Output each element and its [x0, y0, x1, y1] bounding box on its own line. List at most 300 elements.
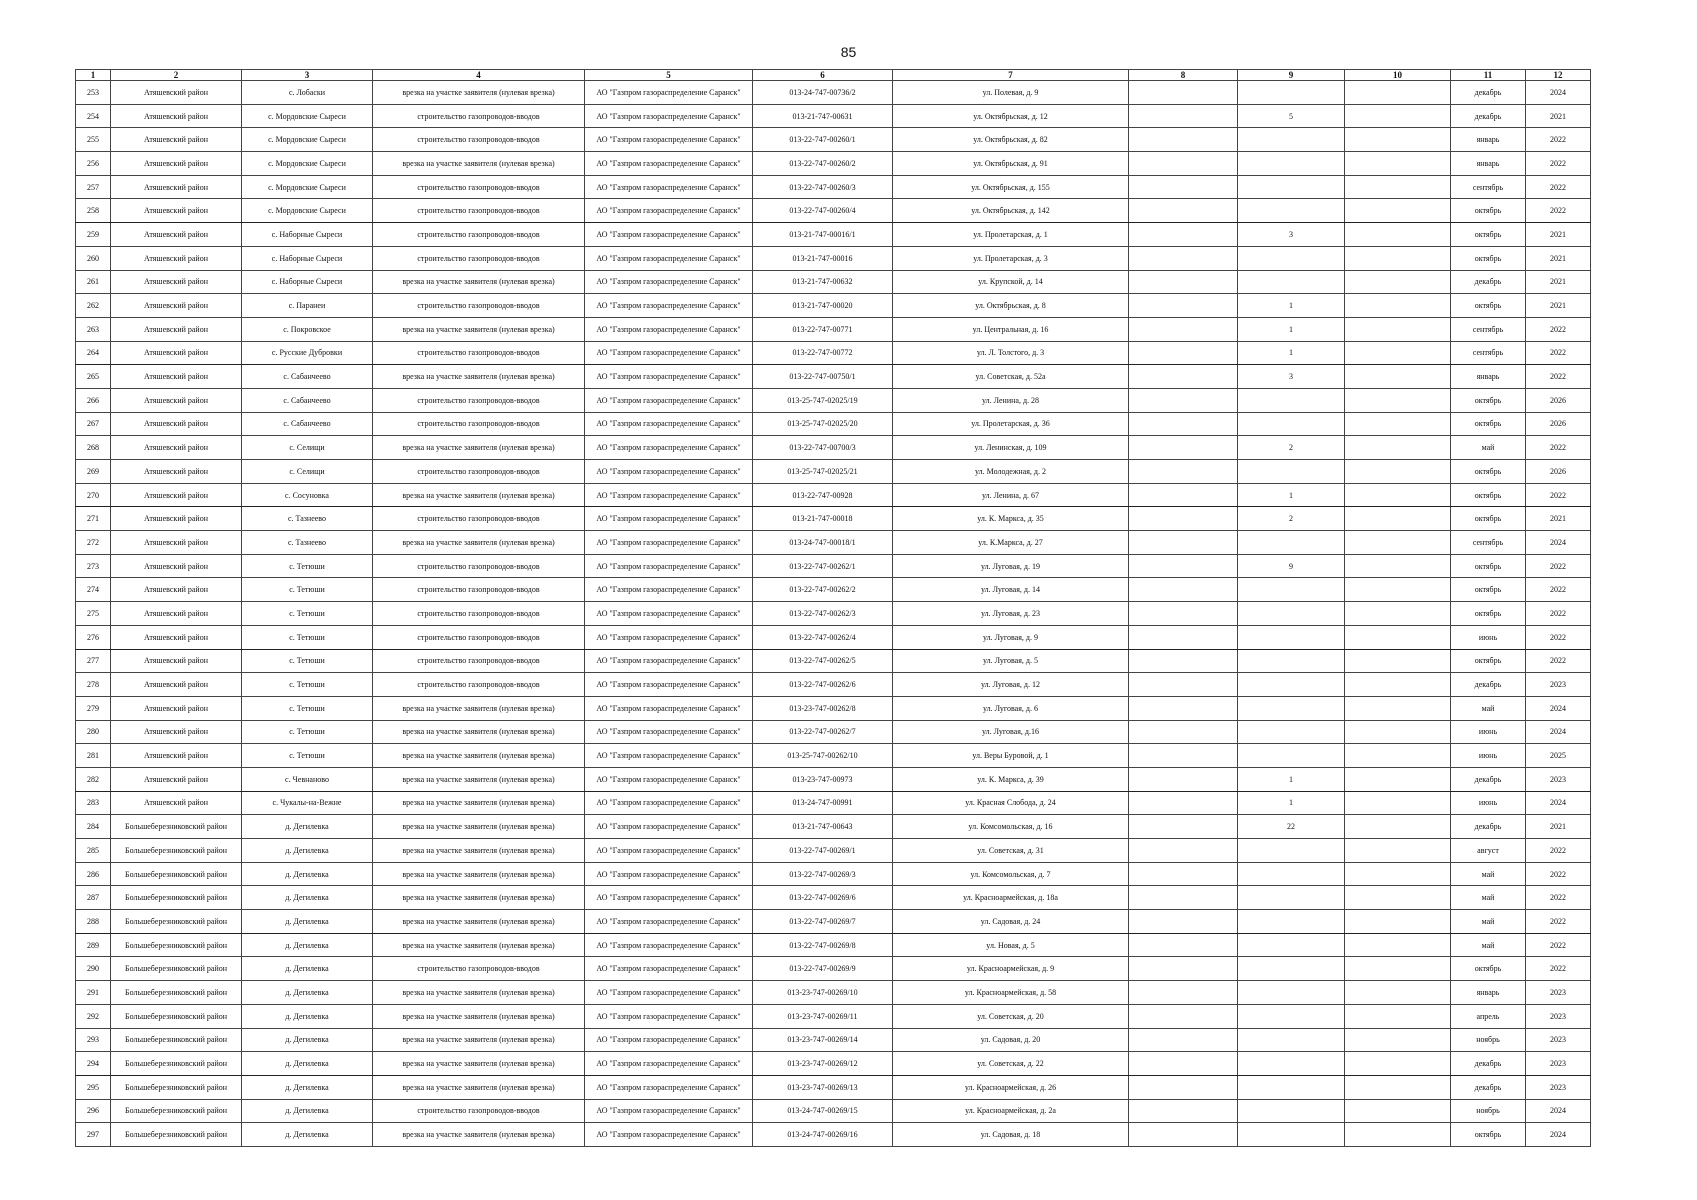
cell-month: апрель [1451, 1004, 1526, 1028]
cell-row-number: 283 [76, 791, 111, 815]
cell-col-9: 1 [1238, 767, 1345, 791]
cell-application-number: 013-22-747-00772 [753, 341, 893, 365]
cell-col-9 [1238, 578, 1345, 602]
cell-settlement: с. Тетюши [242, 673, 373, 697]
cell-settlement: д. Дегилевка [242, 957, 373, 981]
cell-col-9: 5 [1238, 104, 1345, 128]
cell-application-number: 013-22-747-00262/5 [753, 649, 893, 673]
cell-district: Атяшевский район [111, 578, 242, 602]
cell-district: Большеберезниковский район [111, 981, 242, 1005]
cell-district: Атяшевский район [111, 531, 242, 555]
cell-work-type: врезка на участке заявителя (нулевая врезка) [373, 531, 585, 555]
cell-month: октябрь [1451, 483, 1526, 507]
cell-year: 2024 [1526, 696, 1591, 720]
cell-col-10 [1345, 649, 1451, 673]
cell-district: Атяшевский район [111, 767, 242, 791]
cell-work-type: врезка на участке заявителя (нулевая врезка) [373, 81, 585, 105]
cell-organization: АО "Газпром газораспределение Саранск" [585, 649, 753, 673]
cell-address: ул. Советская, д. 31 [893, 839, 1129, 863]
cell-application-number: 013-22-747-00269/7 [753, 910, 893, 934]
cell-district: Атяшевский район [111, 152, 242, 176]
cell-year: 2022 [1526, 365, 1591, 389]
cell-col-10 [1345, 981, 1451, 1005]
cell-application-number: 013-22-747-00750/1 [753, 365, 893, 389]
cell-organization: АО "Газпром газораспределение Саранск" [585, 957, 753, 981]
cell-year: 2022 [1526, 341, 1591, 365]
cell-month: май [1451, 886, 1526, 910]
cell-application-number: 013-23-747-00262/8 [753, 696, 893, 720]
cell-month: ноябрь [1451, 1099, 1526, 1123]
cell-organization: АО "Газпром газораспределение Саранск" [585, 625, 753, 649]
cell-col-8 [1129, 246, 1238, 270]
table-row [76, 531, 1591, 555]
cell-organization: АО "Газпром газораспределение Саранск" [585, 175, 753, 199]
cell-col-8 [1129, 81, 1238, 105]
cell-district: Большеберезниковский район [111, 886, 242, 910]
cell-col-10 [1345, 673, 1451, 697]
cell-settlement: с. Селищи [242, 436, 373, 460]
cell-col-8 [1129, 175, 1238, 199]
cell-application-number: 013-21-747-00632 [753, 270, 893, 294]
table-row [76, 175, 1591, 199]
cell-year: 2023 [1526, 673, 1591, 697]
cell-col-10 [1345, 1099, 1451, 1123]
table-row [76, 128, 1591, 152]
cell-month: октябрь [1451, 578, 1526, 602]
cell-work-type: врезка на участке заявителя (нулевая врезка) [373, 744, 585, 768]
cell-settlement: с. Тетюши [242, 602, 373, 626]
cell-month: декабрь [1451, 673, 1526, 697]
cell-col-9: 2 [1238, 507, 1345, 531]
cell-col-10 [1345, 341, 1451, 365]
table-row [76, 104, 1591, 128]
cell-col-10 [1345, 933, 1451, 957]
cell-year: 2022 [1526, 910, 1591, 934]
cell-address: ул. Луговая, д. 23 [893, 602, 1129, 626]
cell-col-8 [1129, 294, 1238, 318]
cell-settlement: с. Наборные Сыреси [242, 223, 373, 247]
cell-address: ул. Комсомольская, д. 7 [893, 862, 1129, 886]
cell-application-number: 013-21-747-00020 [753, 294, 893, 318]
cell-application-number: 013-22-747-00269/1 [753, 839, 893, 863]
cell-month: октябрь [1451, 649, 1526, 673]
cell-district: Большеберезниковский район [111, 815, 242, 839]
cell-col-10 [1345, 1075, 1451, 1099]
cell-organization: АО "Газпром газораспределение Саранск" [585, 791, 753, 815]
cell-organization: АО "Газпром газораспределение Саранск" [585, 388, 753, 412]
cell-year: 2022 [1526, 862, 1591, 886]
cell-col-8 [1129, 720, 1238, 744]
cell-row-number: 288 [76, 910, 111, 934]
cell-work-type: строительство газопроводов-вводов [373, 175, 585, 199]
cell-work-type: строительство газопроводов-вводов [373, 388, 585, 412]
column-header-7: 7 [893, 70, 1129, 81]
cell-address: ул. Ленина, д. 28 [893, 388, 1129, 412]
cell-col-8 [1129, 815, 1238, 839]
cell-district: Атяшевский район [111, 199, 242, 223]
cell-row-number: 287 [76, 886, 111, 910]
cell-row-number: 279 [76, 696, 111, 720]
cell-organization: АО "Газпром газораспределение Саранск" [585, 981, 753, 1005]
cell-month: май [1451, 862, 1526, 886]
cell-col-9 [1238, 910, 1345, 934]
cell-month: май [1451, 436, 1526, 460]
cell-col-10 [1345, 862, 1451, 886]
cell-settlement: д. Дегилевка [242, 933, 373, 957]
cell-address: ул. Ленинская, д. 109 [893, 436, 1129, 460]
cell-col-10 [1345, 223, 1451, 247]
cell-work-type: строительство газопроводов-вводов [373, 294, 585, 318]
cell-col-10 [1345, 365, 1451, 389]
cell-application-number: 013-22-747-00260/2 [753, 152, 893, 176]
column-header-4: 4 [373, 70, 585, 81]
cell-row-number: 265 [76, 365, 111, 389]
cell-organization: АО "Газпром газораспределение Саранск" [585, 104, 753, 128]
cell-settlement: с. Наборные Сыреси [242, 246, 373, 270]
cell-row-number: 285 [76, 839, 111, 863]
cell-col-9: 22 [1238, 815, 1345, 839]
cell-work-type: врезка на участке заявителя (нулевая врезка) [373, 767, 585, 791]
cell-month: октябрь [1451, 199, 1526, 223]
cell-organization: АО "Газпром газораспределение Саранск" [585, 1075, 753, 1099]
cell-work-type: врезка на участке заявителя (нулевая врезка) [373, 839, 585, 863]
cell-row-number: 270 [76, 483, 111, 507]
cell-row-number: 269 [76, 460, 111, 484]
cell-col-8 [1129, 673, 1238, 697]
cell-col-9 [1238, 128, 1345, 152]
cell-application-number: 013-24-747-00269/16 [753, 1123, 893, 1147]
column-header-11: 11 [1451, 70, 1526, 81]
cell-col-10 [1345, 507, 1451, 531]
table-row [76, 460, 1591, 484]
cell-address: ул. Красноармейская, д. 18а [893, 886, 1129, 910]
cell-row-number: 286 [76, 862, 111, 886]
cell-work-type: строительство газопроводов-вводов [373, 128, 585, 152]
cell-col-8 [1129, 862, 1238, 886]
cell-year: 2023 [1526, 1075, 1591, 1099]
cell-address: ул. Октябрьская, д. 91 [893, 152, 1129, 176]
cell-year: 2022 [1526, 602, 1591, 626]
cell-col-9 [1238, 1075, 1345, 1099]
cell-col-8 [1129, 199, 1238, 223]
cell-district: Большеберезниковский район [111, 1075, 242, 1099]
cell-month: октябрь [1451, 412, 1526, 436]
cell-col-9 [1238, 412, 1345, 436]
cell-col-9 [1238, 933, 1345, 957]
cell-col-10 [1345, 696, 1451, 720]
cell-row-number: 253 [76, 81, 111, 105]
cell-year: 2024 [1526, 1099, 1591, 1123]
cell-col-10 [1345, 412, 1451, 436]
cell-year: 2023 [1526, 981, 1591, 1005]
cell-col-8 [1129, 791, 1238, 815]
cell-application-number: 013-25-747-00262/10 [753, 744, 893, 768]
cell-address: ул. Советская, д. 22 [893, 1052, 1129, 1076]
cell-col-9 [1238, 1052, 1345, 1076]
cell-col-10 [1345, 839, 1451, 863]
cell-year: 2023 [1526, 1052, 1591, 1076]
cell-district: Атяшевский район [111, 625, 242, 649]
cell-address: ул. Луговая, д. 5 [893, 649, 1129, 673]
cell-col-8 [1129, 649, 1238, 673]
cell-col-9 [1238, 744, 1345, 768]
cell-work-type: врезка на участке заявителя (нулевая врезка) [373, 1123, 585, 1147]
cell-organization: АО "Газпром газораспределение Саранск" [585, 152, 753, 176]
table-row [76, 981, 1591, 1005]
table-row [76, 625, 1591, 649]
cell-col-9 [1238, 388, 1345, 412]
cell-month: август [1451, 839, 1526, 863]
cell-district: Большеберезниковский район [111, 862, 242, 886]
cell-work-type: строительство газопроводов-вводов [373, 104, 585, 128]
table-row [76, 602, 1591, 626]
cell-year: 2022 [1526, 199, 1591, 223]
cell-application-number: 013-23-747-00269/14 [753, 1028, 893, 1052]
cell-address: ул. Луговая, д.16 [893, 720, 1129, 744]
cell-address: ул. Пролетарская, д. 36 [893, 412, 1129, 436]
cell-col-8 [1129, 554, 1238, 578]
cell-row-number: 295 [76, 1075, 111, 1099]
cell-col-10 [1345, 317, 1451, 341]
cell-col-9 [1238, 649, 1345, 673]
table-row [76, 388, 1591, 412]
cell-col-9 [1238, 625, 1345, 649]
cell-work-type: врезка на участке заявителя (нулевая врезка) [373, 815, 585, 839]
cell-organization: АО "Газпром газораспределение Саранск" [585, 673, 753, 697]
cell-row-number: 259 [76, 223, 111, 247]
cell-col-8 [1129, 483, 1238, 507]
cell-col-10 [1345, 1004, 1451, 1028]
cell-month: май [1451, 933, 1526, 957]
cell-month: октябрь [1451, 957, 1526, 981]
cell-address: ул. Полевая, д. 9 [893, 81, 1129, 105]
cell-row-number: 263 [76, 317, 111, 341]
cell-work-type: врезка на участке заявителя (нулевая врезка) [373, 791, 585, 815]
cell-month: декабрь [1451, 81, 1526, 105]
cell-settlement: с. Мордовские Сыреси [242, 152, 373, 176]
cell-row-number: 278 [76, 673, 111, 697]
cell-address: ул. Центральная, д. 16 [893, 317, 1129, 341]
cell-col-8 [1129, 981, 1238, 1005]
cell-col-8 [1129, 696, 1238, 720]
table-row [76, 1052, 1591, 1076]
cell-application-number: 013-23-747-00269/12 [753, 1052, 893, 1076]
cell-col-8 [1129, 436, 1238, 460]
cell-address: ул. Красноармейская, д. 58 [893, 981, 1129, 1005]
table-row [76, 1004, 1591, 1028]
cell-col-9 [1238, 673, 1345, 697]
table-row [76, 436, 1591, 460]
cell-month: октябрь [1451, 460, 1526, 484]
cell-month: июнь [1451, 720, 1526, 744]
cell-row-number: 275 [76, 602, 111, 626]
table-row [76, 412, 1591, 436]
cell-address: ул. Октябрьская, д. 142 [893, 199, 1129, 223]
cell-year: 2026 [1526, 388, 1591, 412]
cell-col-10 [1345, 1052, 1451, 1076]
cell-work-type: строительство газопроводов-вводов [373, 602, 585, 626]
cell-col-9 [1238, 175, 1345, 199]
cell-year: 2024 [1526, 531, 1591, 555]
cell-settlement: д. Дегилевка [242, 981, 373, 1005]
cell-district: Атяшевский район [111, 270, 242, 294]
cell-col-10 [1345, 1028, 1451, 1052]
cell-application-number: 013-22-747-00269/8 [753, 933, 893, 957]
cell-district: Большеберезниковский район [111, 957, 242, 981]
cell-month: май [1451, 910, 1526, 934]
cell-settlement: с. Тазнеево [242, 507, 373, 531]
cell-col-10 [1345, 104, 1451, 128]
table-row [76, 152, 1591, 176]
cell-year: 2021 [1526, 507, 1591, 531]
cell-address: ул. Луговая, д. 14 [893, 578, 1129, 602]
cell-application-number: 013-22-747-00700/3 [753, 436, 893, 460]
cell-col-10 [1345, 531, 1451, 555]
cell-organization: АО "Газпром газораспределение Саранск" [585, 341, 753, 365]
cell-address: ул. Садовая, д. 24 [893, 910, 1129, 934]
cell-application-number: 013-22-747-00928 [753, 483, 893, 507]
cell-col-8 [1129, 341, 1238, 365]
cell-settlement: д. Дегилевка [242, 886, 373, 910]
cell-month: декабрь [1451, 767, 1526, 791]
cell-row-number: 276 [76, 625, 111, 649]
cell-address: ул. Октябрьская, д. 12 [893, 104, 1129, 128]
cell-year: 2026 [1526, 460, 1591, 484]
table-row [76, 696, 1591, 720]
cell-col-9 [1238, 531, 1345, 555]
cell-col-9 [1238, 1028, 1345, 1052]
cell-row-number: 264 [76, 341, 111, 365]
cell-address: ул. Пролетарская, д. 1 [893, 223, 1129, 247]
cell-year: 2021 [1526, 104, 1591, 128]
cell-district: Атяшевский район [111, 223, 242, 247]
cell-application-number: 013-23-747-00269/13 [753, 1075, 893, 1099]
cell-work-type: врезка на участке заявителя (нулевая врезка) [373, 270, 585, 294]
cell-month: декабрь [1451, 815, 1526, 839]
cell-year: 2022 [1526, 957, 1591, 981]
cell-year: 2022 [1526, 649, 1591, 673]
column-header-3: 3 [242, 70, 373, 81]
cell-year: 2022 [1526, 578, 1591, 602]
cell-year: 2024 [1526, 791, 1591, 815]
cell-application-number: 013-21-747-00631 [753, 104, 893, 128]
cell-col-10 [1345, 886, 1451, 910]
cell-row-number: 291 [76, 981, 111, 1005]
table-row [76, 199, 1591, 223]
table-row [76, 294, 1591, 318]
cell-application-number: 013-21-747-00016 [753, 246, 893, 270]
cell-col-10 [1345, 270, 1451, 294]
cell-row-number: 258 [76, 199, 111, 223]
cell-year: 2022 [1526, 317, 1591, 341]
cell-organization: АО "Газпром газораспределение Саранск" [585, 767, 753, 791]
cell-col-10 [1345, 744, 1451, 768]
cell-col-9 [1238, 696, 1345, 720]
cell-col-10 [1345, 81, 1451, 105]
cell-row-number: 260 [76, 246, 111, 270]
cell-organization: АО "Газпром газораспределение Саранск" [585, 81, 753, 105]
cell-organization: АО "Газпром газораспределение Саранск" [585, 886, 753, 910]
table-row [76, 1123, 1591, 1147]
cell-organization: АО "Газпром газораспределение Саранск" [585, 436, 753, 460]
cell-settlement: с. Наборные Сыреси [242, 270, 373, 294]
cell-month: ноябрь [1451, 1028, 1526, 1052]
cell-col-8 [1129, 744, 1238, 768]
cell-address: ул. К. Маркса, д. 35 [893, 507, 1129, 531]
table-row [76, 649, 1591, 673]
table-row [76, 910, 1591, 934]
cell-year: 2021 [1526, 815, 1591, 839]
column-header-1: 1 [76, 70, 111, 81]
cell-application-number: 013-21-747-00643 [753, 815, 893, 839]
table-row [76, 365, 1591, 389]
cell-application-number: 013-22-747-00262/3 [753, 602, 893, 626]
cell-col-9: 9 [1238, 554, 1345, 578]
cell-district: Атяшевский район [111, 720, 242, 744]
cell-organization: АО "Газпром газораспределение Саранск" [585, 294, 753, 318]
cell-col-8 [1129, 270, 1238, 294]
cell-organization: АО "Газпром газораспределение Саранск" [585, 483, 753, 507]
cell-application-number: 013-22-747-00269/6 [753, 886, 893, 910]
cell-organization: АО "Газпром газораспределение Саранск" [585, 412, 753, 436]
cell-month: октябрь [1451, 246, 1526, 270]
table-row [76, 483, 1591, 507]
cell-address: ул. Л. Толстого, д. 3 [893, 341, 1129, 365]
cell-address: ул. К. Маркса, д. 39 [893, 767, 1129, 791]
cell-settlement: д. Дегилевка [242, 910, 373, 934]
cell-year: 2022 [1526, 886, 1591, 910]
cell-district: Атяшевский район [111, 317, 242, 341]
table-row [76, 720, 1591, 744]
cell-col-8 [1129, 531, 1238, 555]
cell-col-10 [1345, 388, 1451, 412]
cell-settlement: д. Дегилевка [242, 1004, 373, 1028]
cell-row-number: 281 [76, 744, 111, 768]
cell-col-9 [1238, 1004, 1345, 1028]
cell-settlement: с. Тетюши [242, 578, 373, 602]
cell-district: Большеберезниковский район [111, 910, 242, 934]
cell-col-9: 3 [1238, 223, 1345, 247]
cell-address: ул. Садовая, д. 20 [893, 1028, 1129, 1052]
cell-address: ул. Луговая, д. 19 [893, 554, 1129, 578]
cell-district: Атяшевский район [111, 554, 242, 578]
cell-month: октябрь [1451, 602, 1526, 626]
table-row [76, 886, 1591, 910]
cell-work-type: строительство газопроводов-вводов [373, 412, 585, 436]
cell-col-9 [1238, 460, 1345, 484]
cell-work-type: строительство газопроводов-вводов [373, 554, 585, 578]
cell-work-type: строительство газопроводов-вводов [373, 507, 585, 531]
table-row [76, 862, 1591, 886]
cell-year: 2022 [1526, 839, 1591, 863]
gas-connection-table [75, 69, 1591, 1147]
cell-address: ул. К.Маркса, д. 27 [893, 531, 1129, 555]
column-header-6: 6 [753, 70, 893, 81]
cell-col-8 [1129, 128, 1238, 152]
table-row [76, 744, 1591, 768]
cell-year: 2021 [1526, 246, 1591, 270]
cell-settlement: с. Русские Дубровки [242, 341, 373, 365]
cell-organization: АО "Газпром газораспределение Саранск" [585, 246, 753, 270]
cell-district: Атяшевский район [111, 81, 242, 105]
cell-col-8 [1129, 365, 1238, 389]
cell-district: Большеберезниковский район [111, 1099, 242, 1123]
cell-settlement: с. Сабанчеево [242, 365, 373, 389]
cell-row-number: 272 [76, 531, 111, 555]
cell-col-10 [1345, 436, 1451, 460]
cell-col-9: 2 [1238, 436, 1345, 460]
cell-year: 2022 [1526, 175, 1591, 199]
